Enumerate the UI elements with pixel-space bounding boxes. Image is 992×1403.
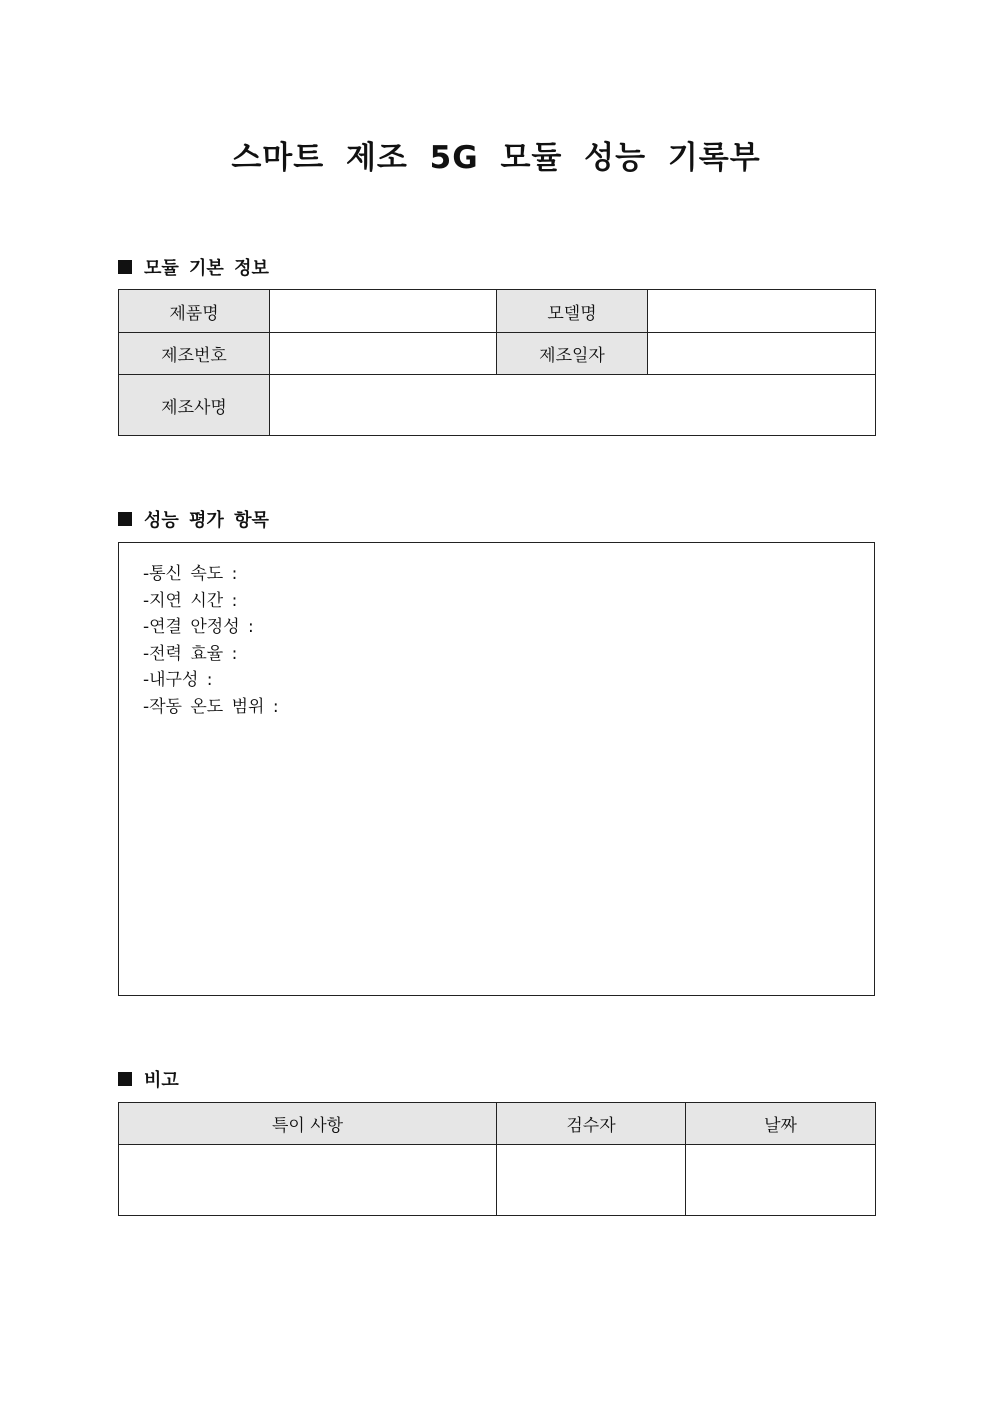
table-row [119, 1145, 876, 1216]
performance-item-communication-speed: -통신 속도 : [143, 564, 238, 584]
manufacture-date-field[interactable] [648, 333, 876, 375]
inspector-field[interactable] [497, 1145, 686, 1216]
performance-item-list [119, 543, 874, 720]
section-heading-performance [118, 506, 269, 532]
remarks-table [118, 1102, 876, 1216]
performance-item-connection-stability: -연결 안정성 : [143, 617, 254, 637]
performance-item-latency: -지연 시간 : [143, 590, 238, 611]
performance-evaluation-box[interactable] [118, 542, 875, 996]
inspector-header: 검수자 [497, 1103, 686, 1145]
square-bullet-icon [118, 1072, 132, 1086]
product-name-field[interactable] [270, 290, 497, 333]
section-title: 비고 [144, 1070, 179, 1091]
special-notes-field[interactable] [119, 1145, 497, 1216]
section-heading-remarks [118, 1066, 179, 1092]
table-row [119, 333, 876, 375]
manufacturer-label: 제조사명 [119, 375, 270, 436]
performance-item-durability: -내구성 : [143, 670, 213, 690]
square-bullet-icon [118, 512, 132, 526]
model-name-field[interactable] [648, 290, 876, 333]
module-info-table [118, 289, 876, 436]
performance-item-operating-temperature: -작동 온도 범위 : [143, 696, 279, 717]
document-title: 스마트 제조 5G 모듈 성능 기록부 [231, 140, 761, 176]
section-title: 성능 평가 항목 [144, 510, 269, 531]
special-notes-header: 특이 사항 [119, 1103, 497, 1145]
serial-number-field[interactable] [270, 333, 497, 375]
table-row [119, 290, 876, 333]
square-bullet-icon [118, 260, 132, 274]
section-heading-module-info [118, 254, 269, 280]
product-name-label: 제품명 [119, 290, 270, 333]
performance-item-power-efficiency: -전력 효율 : [143, 643, 238, 664]
model-name-label: 모델명 [497, 290, 648, 333]
table-row [119, 1103, 876, 1145]
serial-number-label: 제조번호 [119, 333, 270, 375]
manufacture-date-label: 제조일자 [497, 333, 648, 375]
table-row [119, 375, 876, 436]
manufacturer-field[interactable] [270, 375, 876, 436]
date-header: 날짜 [686, 1103, 876, 1145]
section-title: 모듈 기본 정보 [144, 258, 269, 279]
date-field[interactable] [686, 1145, 876, 1216]
